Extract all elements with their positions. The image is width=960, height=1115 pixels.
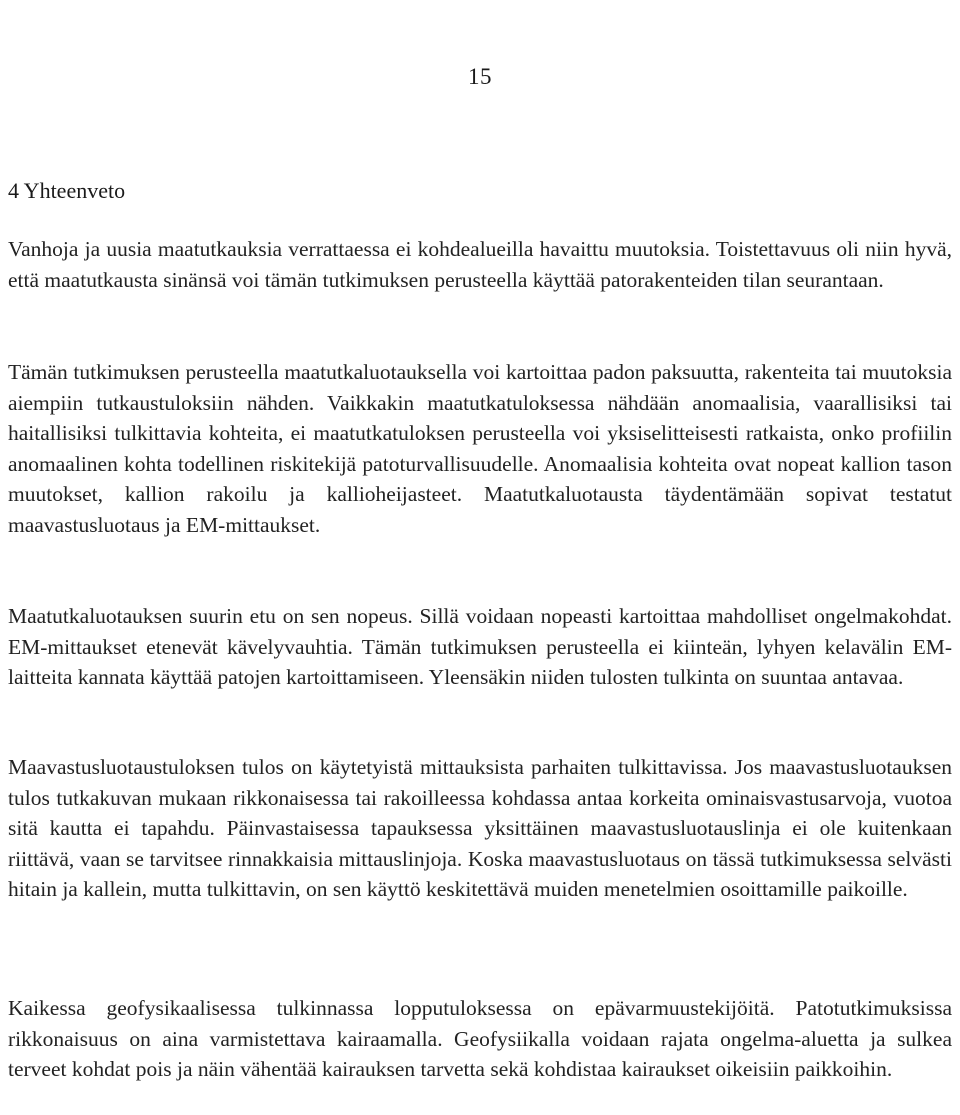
paragraph-2-block	[8, 357, 952, 540]
paragraph-2: Tämän tutkimuksen perusteella maatutkaluotauksella voi kartoittaa padon paksuutta, rakenteita tai muutoksia aiempiin tutkaustuloksiin nähden. Vaikkakin maatutkatuloksessa nähdään anomaalisia, vaarallisiksi tai haitallisiksi tulkittavia kohteita, ei maatutkatuloksen perusteella voi yksiselitteisesti ratkaista, onko profiilin anomaalinen kohta todellinen riskitekijä patoturvallisuudelle. Anomaalisia kohteita ovat nopeat kallion tason muutokset, kallion rakoilu ja kallioheijasteet. Maatutkaluotausta täydentämään sopivat testatut maavastusluotaus ja EM-mittaukset.	[8, 360, 952, 537]
paragraph-5-block	[8, 993, 952, 1085]
paragraph-3-block	[8, 601, 952, 693]
paragraph-4: Maavastusluotaustuloksen tulos on käytetyistä mittauksista parhaiten tulkittavissa. Jos maavastusluotauksen tulos tutkakuvan mukaan rikkonaisessa tai rakoilleessa kohdassa antaa korkeita ominaisvastusarvoja, vuotoa sitä kautta ei tapahdu. Päinvastaisessa tapauksessa yksittäinen maavastusluotauslinja ei ole kuitenkaan riittävä, vaan se tarvitsee rinnakkaisia mittauslinjoja. Koska maavastusluotaus on tässä tutkimuksessa selvästi hitain ja kallein, mutta tulkittavin, on sen käyttö keskitettävä muiden menetelmien osoittamille paikoille.	[8, 755, 952, 901]
section-heading: 4 Yhteenveto	[8, 178, 126, 203]
paragraph-3: Maatutkaluotauksen suurin etu on sen nopeus. Sillä voidaan nopeasti kartoittaa mahdolliset ongelmakohdat. EM-mittaukset etenevät kävelyvauhtia. Tämän tutkimuksen perusteella ei kiinteän, lyhyen kelavälin EM-laitteita kannata käyttää patojen kartoittamiseen. Yleensäkin niiden tulosten tulkinta on suuntaa antavaa.	[8, 604, 952, 689]
paragraph-1-block	[8, 234, 952, 295]
paragraph-1: Vanhoja ja uusia maatutkauksia verrattaessa ei kohdealueilla havaittu muutoksia. Toistettavuus oli niin hyvä, että maatutkausta sinänsä voi tämän tutkimuksen perusteella käyttää patorakenteiden tilan seurantaan.	[8, 237, 952, 292]
paragraph-5: Kaikessa geofysikaalisessa tulkinnassa lopputuloksessa on epävarmuustekijöitä. Patotutkimuksissa rikkonaisuus on aina varmistettava kairaamalla. Geofysiikalla voidaan rajata ongelma-aluetta ja sulkea terveet kohdat pois ja näin vähentää kairauksen tarvetta sekä kohdistaa kairaukset oikeisiin paikkoihin.	[8, 996, 952, 1081]
page-number: 15	[468, 64, 492, 89]
paragraph-4-block	[8, 752, 952, 905]
